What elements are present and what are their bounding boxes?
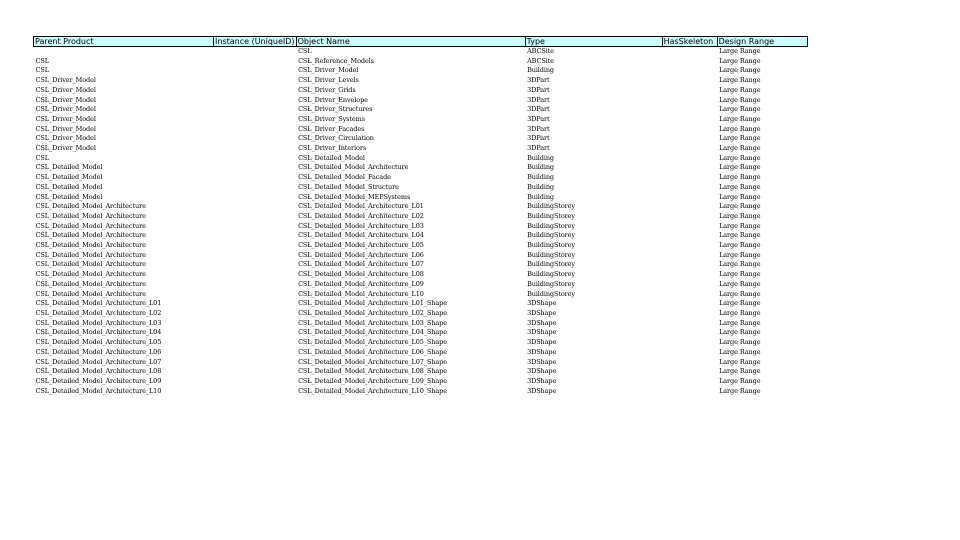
table-row xyxy=(34,125,808,135)
table-row xyxy=(34,96,808,106)
has-skeleton-cell[interactable] xyxy=(662,154,717,164)
instance-cell[interactable] xyxy=(214,348,297,358)
design-range-cell[interactable]: Large Range xyxy=(719,182,761,191)
has-skeleton-cell[interactable] xyxy=(662,241,717,251)
has-skeleton-cell[interactable] xyxy=(662,222,717,232)
type-cell[interactable]: 3DPart xyxy=(527,105,550,114)
table-row xyxy=(34,387,808,397)
table-row xyxy=(34,183,808,193)
table-row xyxy=(34,193,808,203)
has-skeleton-cell[interactable] xyxy=(662,299,717,309)
parent-product-cell[interactable]: CSL_Detailed_Model_Architecture xyxy=(35,279,146,288)
parent-product-cell[interactable]: CSL_Driver_Model xyxy=(35,134,96,143)
instance-cell[interactable] xyxy=(214,358,297,368)
has-skeleton-cell[interactable] xyxy=(662,338,717,348)
parent-product-cell[interactable]: CSL_Detailed_Model xyxy=(35,182,103,191)
table-row xyxy=(34,241,808,251)
type-cell[interactable]: BuildingStorey xyxy=(527,279,575,288)
table-row xyxy=(34,115,808,125)
design-range-cell[interactable]: Large Range xyxy=(719,386,761,395)
design-range-cell[interactable]: Large Range xyxy=(719,95,761,104)
object-name-cell[interactable]: CSL_Detailed_Model_Architecture_L02 xyxy=(298,211,424,220)
parent-product-cell[interactable]: CSL_Detailed_Model xyxy=(35,163,103,172)
table-row xyxy=(34,86,808,96)
instance-cell[interactable] xyxy=(214,96,297,106)
table-row xyxy=(34,202,808,212)
design-range-cell[interactable]: Large Range xyxy=(719,85,761,94)
has-skeleton-cell[interactable] xyxy=(662,115,717,125)
table-body xyxy=(34,47,808,397)
type-cell[interactable]: BuildingStorey xyxy=(527,221,575,230)
design-range-cell[interactable]: Large Range xyxy=(719,318,761,327)
parent-product-cell[interactable]: CSL xyxy=(35,153,49,162)
type-cell[interactable]: 3DPart xyxy=(527,134,550,143)
type-cell[interactable]: ABCSite xyxy=(527,47,554,55)
table-row xyxy=(34,309,808,319)
table-row xyxy=(34,338,808,348)
design-range-cell[interactable]: Large Range xyxy=(719,153,761,162)
instance-cell[interactable] xyxy=(214,241,297,251)
has-skeleton-cell[interactable] xyxy=(662,96,717,106)
object-name-cell[interactable]: CSL_Detailed_Model_Architecture_L08_Shape xyxy=(298,367,447,376)
type-cell[interactable]: 3DShape xyxy=(527,328,557,337)
instance-cell[interactable] xyxy=(214,173,297,183)
type-cell[interactable]: ABCSite xyxy=(527,56,554,65)
parent-product-cell[interactable]: CSL_Detailed_Model_Architecture_L01 xyxy=(35,299,162,308)
instance-cell[interactable] xyxy=(214,212,297,222)
type-cell[interactable]: 3DPart xyxy=(527,144,550,153)
type-cell[interactable]: Building xyxy=(527,182,554,191)
parent-product-cell[interactable]: CSL_Detailed_Model_Architecture xyxy=(35,211,146,220)
object-name-cell[interactable]: CSL_Detailed_Model_Architecture_L08 xyxy=(298,270,424,279)
table-row xyxy=(34,260,808,270)
instance-cell[interactable] xyxy=(214,86,297,96)
table-row xyxy=(34,367,808,377)
type-cell[interactable]: BuildingStorey xyxy=(527,211,575,220)
instance-cell[interactable] xyxy=(214,202,297,212)
design-range-cell[interactable]: Large Range xyxy=(719,124,761,133)
has-skeleton-cell[interactable] xyxy=(662,183,717,193)
parent-product-cell[interactable]: CSL_Detailed_Model_Architecture xyxy=(35,221,146,230)
object-name-cell[interactable]: CSL_Detailed_Model_Architecture_L02_Shape xyxy=(298,308,447,317)
type-cell[interactable]: 3DShape xyxy=(527,357,557,366)
type-cell[interactable]: BuildingStorey xyxy=(527,250,575,259)
parent-product-cell[interactable]: CSL_Detailed_Model_Architecture_L05 xyxy=(35,338,162,347)
has-skeleton-cell[interactable] xyxy=(662,377,717,387)
object-name-cell[interactable]: CSL_Detailed_Model xyxy=(298,153,365,162)
design-range-cell[interactable]: Large Range xyxy=(719,367,761,376)
object-name-cell[interactable]: CSL_Driver_Grids xyxy=(298,85,356,94)
table-row xyxy=(34,319,808,329)
object-name-cell[interactable]: CSL_Detailed_Model_Architecture_L01_Shape xyxy=(298,299,447,308)
parent-product-cell[interactable] xyxy=(34,47,214,57)
has-skeleton-cell[interactable] xyxy=(662,193,717,203)
table-row xyxy=(34,163,808,173)
table-row xyxy=(34,212,808,222)
instance-cell[interactable] xyxy=(214,115,297,125)
object-name-cell[interactable]: CSL_Driver_Interiors xyxy=(298,144,367,153)
table-row xyxy=(34,299,808,309)
parent-product-cell[interactable]: CSL_Detailed_Model_Architecture_L06 xyxy=(35,347,162,356)
object-name-cell[interactable]: CSL_Detailed_Model_Architecture_L07_Shape xyxy=(298,357,447,366)
instance-cell[interactable] xyxy=(214,163,297,173)
design-range-cell[interactable]: Large Range xyxy=(719,260,761,269)
has-skeleton-cell[interactable] xyxy=(662,202,717,212)
object-name-cell[interactable]: CSL_Detailed_Model_Architecture_L06 xyxy=(298,250,424,259)
has-skeleton-cell[interactable] xyxy=(662,270,717,280)
parent-product-cell[interactable]: CSL_Driver_Model xyxy=(35,105,96,114)
has-skeleton-cell[interactable] xyxy=(662,290,717,300)
has-skeleton-cell[interactable] xyxy=(662,348,717,358)
object-name-cell[interactable]: CSL_Detailed_Model_Architecture_L09 xyxy=(298,279,424,288)
object-name-cell[interactable]: CSL_Detailed_Model_Architecture_L04 xyxy=(298,231,424,240)
design-range-cell[interactable]: Large Range xyxy=(719,47,761,55)
parent-product-cell[interactable]: CSL_Detailed_Model xyxy=(35,192,103,201)
object-name-cell[interactable]: CSL_Detailed_Model_Facade xyxy=(298,173,391,182)
design-range-cell[interactable]: Large Range xyxy=(719,105,761,114)
object-name-cell[interactable]: CSL_Detailed_Model_Architecture_L04_Shape xyxy=(298,328,447,337)
type-cell[interactable]: Building xyxy=(527,192,554,201)
parent-product-cell[interactable]: CSL_Detailed_Model_Architecture_L10 xyxy=(35,386,162,395)
design-range-cell[interactable]: Large Range xyxy=(719,279,761,288)
has-skeleton-cell[interactable] xyxy=(662,173,717,183)
table-row xyxy=(34,231,808,241)
design-range-cell[interactable]: Large Range xyxy=(719,56,761,65)
instance-cell[interactable] xyxy=(214,309,297,319)
type-cell[interactable]: BuildingStorey xyxy=(527,202,575,211)
has-skeleton-cell[interactable] xyxy=(662,280,717,290)
header-object-name[interactable]: Object Name xyxy=(296,37,525,47)
object-name-cell[interactable]: CSL_Detailed_Model_Architecture_L06_Shape xyxy=(298,347,447,356)
instance-cell[interactable] xyxy=(214,387,297,397)
parent-product-cell[interactable]: CSL_Detailed_Model_Architecture_L07 xyxy=(35,357,162,366)
product-structure-table xyxy=(33,36,808,396)
has-skeleton-cell[interactable] xyxy=(662,125,717,135)
type-cell[interactable]: 3DPart xyxy=(527,95,550,104)
parent-product-cell[interactable]: CSL_Detailed_Model_Architecture xyxy=(35,270,146,279)
type-cell[interactable]: Building xyxy=(527,163,554,172)
has-skeleton-cell[interactable] xyxy=(662,309,717,319)
parent-product-cell[interactable]: CSL xyxy=(35,56,49,65)
type-cell[interactable]: BuildingStorey xyxy=(527,289,575,298)
instance-cell[interactable] xyxy=(214,299,297,309)
design-range-cell[interactable]: Large Range xyxy=(719,338,761,347)
table-row xyxy=(34,66,808,76)
type-cell[interactable]: BuildingStorey xyxy=(527,241,575,250)
parent-product-cell[interactable]: CSL_Detailed_Model_Architecture_L09 xyxy=(35,376,162,385)
header-parent-product[interactable]: Parent Product xyxy=(34,37,214,47)
instance-cell[interactable] xyxy=(214,222,297,232)
object-name-cell[interactable]: CSL_Driver_Model xyxy=(298,66,359,75)
instance-cell[interactable] xyxy=(214,76,297,86)
table-row xyxy=(34,251,808,261)
instance-cell[interactable] xyxy=(214,134,297,144)
object-name-cell[interactable]: CSL_Reference_Models xyxy=(298,56,374,65)
parent-product-cell[interactable]: CSL_Driver_Model xyxy=(35,124,96,133)
design-range-cell[interactable]: Large Range xyxy=(719,376,761,385)
has-skeleton-cell[interactable] xyxy=(662,212,717,222)
type-cell[interactable]: 3DPart xyxy=(527,124,550,133)
object-name-cell[interactable]: CSL_Driver_Envelope xyxy=(298,95,368,104)
has-skeleton-cell[interactable] xyxy=(662,251,717,261)
type-cell[interactable]: BuildingStorey xyxy=(527,260,575,269)
table-row xyxy=(34,270,808,280)
has-skeleton-cell[interactable] xyxy=(662,387,717,397)
object-name-cell[interactable]: CSL_Detailed_Model_MEPSystems xyxy=(298,192,411,201)
design-range-cell[interactable]: Large Range xyxy=(719,202,761,211)
parent-product-cell[interactable]: CSL xyxy=(35,66,49,75)
has-skeleton-cell[interactable] xyxy=(662,144,717,154)
has-skeleton-cell[interactable] xyxy=(662,105,717,115)
type-cell[interactable]: 3DShape xyxy=(527,367,557,376)
instance-cell[interactable] xyxy=(214,66,297,76)
design-range-cell[interactable]: Large Range xyxy=(719,163,761,172)
type-cell[interactable]: Building xyxy=(527,173,554,182)
object-name-cell[interactable]: CSL_Detailed_Model_Architecture_L03_Shape xyxy=(298,318,447,327)
type-cell[interactable]: 3DShape xyxy=(527,318,557,327)
instance-cell[interactable] xyxy=(214,367,297,377)
table-row xyxy=(34,348,808,358)
parent-product-cell[interactable]: CSL_Driver_Model xyxy=(35,144,96,153)
has-skeleton-cell[interactable] xyxy=(662,367,717,377)
header-instance-uniqueid[interactable]: Instance (UniqueID) xyxy=(215,37,295,46)
object-name-cell[interactable]: CSL_Driver_Structures xyxy=(298,105,373,114)
design-range-cell[interactable]: Large Range xyxy=(719,308,761,317)
parent-product-cell[interactable]: CSL_Detailed_Model_Architecture xyxy=(35,231,146,240)
instance-cell[interactable] xyxy=(214,183,297,193)
type-cell[interactable]: 3DPart xyxy=(527,114,550,123)
type-cell[interactable]: Building xyxy=(527,153,554,162)
header-has-skeleton[interactable]: HasSkeleton xyxy=(662,37,717,47)
object-name-cell[interactable]: CSL_Detailed_Model_Architecture_L10_Shape xyxy=(298,386,447,395)
instance-cell[interactable] xyxy=(214,377,297,387)
has-skeleton-cell[interactable] xyxy=(662,319,717,329)
object-name-cell[interactable]: CSL_Detailed_Model_Architecture_L05_Shape xyxy=(298,338,447,347)
design-range-cell[interactable]: Large Range xyxy=(719,66,761,75)
table-row xyxy=(34,280,808,290)
table-row xyxy=(34,47,808,57)
design-range-cell[interactable]: Large Range xyxy=(719,134,761,143)
parent-product-cell[interactable]: CSL_Detailed_Model_Architecture xyxy=(35,202,146,211)
parent-product-cell[interactable]: CSL_Detailed_Model_Architecture_L02 xyxy=(35,308,162,317)
object-name-cell[interactable]: CSL xyxy=(298,47,312,55)
has-skeleton-cell[interactable] xyxy=(662,57,717,67)
type-cell[interactable]: 3DShape xyxy=(527,347,557,356)
type-cell[interactable]: 3DShape xyxy=(527,386,557,395)
type-cell[interactable]: BuildingStorey xyxy=(527,231,575,240)
design-range-cell[interactable]: Large Range xyxy=(719,241,761,250)
table-row xyxy=(34,144,808,154)
header-row xyxy=(34,37,808,47)
parent-product-cell[interactable]: CSL_Detailed_Model_Architecture xyxy=(35,250,146,259)
table-row xyxy=(34,173,808,183)
instance-cell[interactable] xyxy=(214,290,297,300)
parent-product-cell[interactable]: CSL_Detailed_Model_Architecture_L03 xyxy=(35,318,162,327)
object-name-cell[interactable]: CSL_Detailed_Model_Architecture xyxy=(298,163,409,172)
instance-cell[interactable] xyxy=(214,280,297,290)
table-row xyxy=(34,57,808,67)
object-name-cell[interactable]: CSL_Detailed_Model_Architecture_L07 xyxy=(298,260,424,269)
table-row xyxy=(34,134,808,144)
spreadsheet xyxy=(33,36,808,396)
design-range-cell[interactable]: Large Range xyxy=(719,192,761,201)
instance-cell[interactable] xyxy=(214,125,297,135)
design-range-cell[interactable]: Large Range xyxy=(719,76,761,85)
parent-product-cell[interactable]: CSL_Detailed_Model_Architecture xyxy=(35,289,146,298)
instance-cell[interactable] xyxy=(214,105,297,115)
header-design-range[interactable]: Design Range xyxy=(717,37,807,47)
design-range-cell[interactable]: Large Range xyxy=(719,347,761,356)
parent-product-cell[interactable]: CSL_Driver_Model xyxy=(35,85,96,94)
parent-product-cell[interactable]: CSL_Driver_Model xyxy=(35,114,96,123)
design-range-cell[interactable]: Large Range xyxy=(719,231,761,240)
parent-product-cell[interactable]: CSL_Driver_Model xyxy=(35,76,96,85)
has-skeleton-cell[interactable] xyxy=(662,47,717,57)
object-name-cell[interactable]: CSL_Detailed_Model_Architecture_L03 xyxy=(298,221,424,230)
object-name-cell[interactable]: CSL_Driver_Circulation xyxy=(298,134,374,143)
type-cell[interactable]: Building xyxy=(527,66,554,75)
design-range-cell[interactable]: Large Range xyxy=(719,270,761,279)
type-cell[interactable]: 3DShape xyxy=(527,299,557,308)
instance-cell[interactable] xyxy=(214,47,297,57)
type-cell[interactable]: 3DPart xyxy=(527,76,550,85)
design-range-cell[interactable]: Large Range xyxy=(719,357,761,366)
design-range-cell[interactable]: Large Range xyxy=(719,173,761,182)
type-cell[interactable]: 3DShape xyxy=(527,308,557,317)
parent-product-cell[interactable]: CSL_Driver_Model xyxy=(35,95,96,104)
design-range-cell[interactable]: Large Range xyxy=(719,250,761,259)
has-skeleton-cell[interactable] xyxy=(662,163,717,173)
object-name-cell[interactable]: CSL_Detailed_Model_Structure xyxy=(298,182,399,191)
instance-cell[interactable] xyxy=(214,154,297,164)
type-cell[interactable]: BuildingStorey xyxy=(527,270,575,279)
has-skeleton-cell[interactable] xyxy=(662,86,717,96)
instance-cell[interactable] xyxy=(214,260,297,270)
has-skeleton-cell[interactable] xyxy=(662,328,717,338)
table-row xyxy=(34,76,808,86)
instance-cell[interactable] xyxy=(214,270,297,280)
type-cell[interactable]: 3DPart xyxy=(527,85,550,94)
has-skeleton-cell[interactable] xyxy=(662,134,717,144)
table-row xyxy=(34,290,808,300)
instance-cell[interactable] xyxy=(214,144,297,154)
design-range-cell[interactable]: Large Range xyxy=(719,211,761,220)
object-name-cell[interactable]: CSL_Driver_Levels xyxy=(298,76,359,85)
table-row xyxy=(34,105,808,115)
design-range-cell[interactable]: Large Range xyxy=(719,221,761,230)
table-row xyxy=(34,358,808,368)
table-row xyxy=(34,154,808,164)
parent-product-cell[interactable]: CSL_Detailed_Model_Architecture xyxy=(35,241,146,250)
object-name-cell[interactable]: CSL_Detailed_Model_Architecture_L09_Shape xyxy=(298,376,447,385)
has-skeleton-cell[interactable] xyxy=(662,260,717,270)
parent-product-cell[interactable]: CSL_Detailed_Model_Architecture_L08 xyxy=(35,367,162,376)
parent-product-cell[interactable]: CSL_Detailed_Model xyxy=(35,173,103,182)
table-row xyxy=(34,377,808,387)
instance-cell[interactable] xyxy=(214,193,297,203)
instance-cell[interactable] xyxy=(214,231,297,241)
object-name-cell[interactable]: CSL_Detailed_Model_Architecture_L01 xyxy=(298,202,424,211)
has-skeleton-cell[interactable] xyxy=(662,358,717,368)
object-name-cell[interactable]: CSL_Driver_Systems xyxy=(298,114,365,123)
instance-cell[interactable] xyxy=(214,251,297,261)
table-row xyxy=(34,222,808,232)
design-range-cell[interactable]: Large Range xyxy=(719,299,761,308)
instance-cell[interactable] xyxy=(214,338,297,348)
table-row xyxy=(34,328,808,338)
design-range-cell[interactable]: Large Range xyxy=(719,289,761,298)
has-skeleton-cell[interactable] xyxy=(662,66,717,76)
object-name-cell[interactable]: CSL_Detailed_Model_Architecture_L05 xyxy=(298,241,424,250)
design-range-cell[interactable]: Large Range xyxy=(719,328,761,337)
object-name-cell[interactable]: CSL_Detailed_Model_Architecture_L10 xyxy=(298,289,424,298)
instance-cell[interactable] xyxy=(214,319,297,329)
has-skeleton-cell[interactable] xyxy=(662,231,717,241)
parent-product-cell[interactable]: CSL_Detailed_Model_Architecture xyxy=(35,260,146,269)
parent-product-cell[interactable]: CSL_Detailed_Model_Architecture_L04 xyxy=(35,328,162,337)
has-skeleton-cell[interactable] xyxy=(662,76,717,86)
type-cell[interactable]: 3DShape xyxy=(527,338,557,347)
object-name-cell[interactable]: CSL_Driver_Facades xyxy=(298,124,365,133)
header-type[interactable]: Type xyxy=(525,37,662,47)
design-range-cell[interactable]: Large Range xyxy=(719,144,761,153)
type-cell[interactable]: 3DShape xyxy=(527,376,557,385)
design-range-cell[interactable]: Large Range xyxy=(719,114,761,123)
instance-cell[interactable] xyxy=(214,57,297,67)
instance-cell[interactable] xyxy=(214,328,297,338)
